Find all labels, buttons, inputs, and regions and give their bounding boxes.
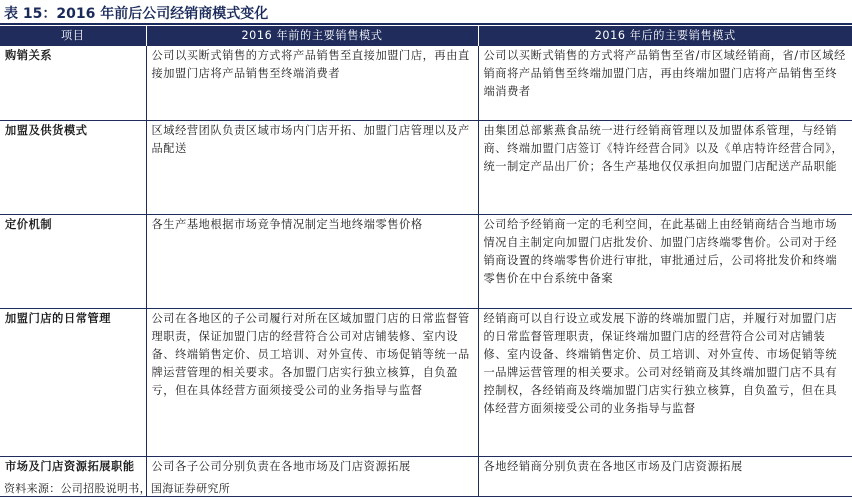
table-title: 表 15：2016 年前后公司经销商模式变化 bbox=[4, 6, 269, 22]
cell-before: 公司在各地区的子公司履行对所在区域加盟门店的日常监督管理职责，保证加盟门店的经营符合公司对店铺装修、室内设备、终端销售定价、员工培训、对外宣传、市场促销等统一品牌运营管理的相关要求。各加盟门店实行独立核算，自负盈亏，但在具体经营方面须接受公司的业务指导与监督 bbox=[146, 308, 478, 456]
title-rule bbox=[0, 23, 852, 25]
header-item: 项目 bbox=[0, 26, 146, 46]
cell-before: 公司各子公司分别负责在各地市场及门店资源拓展 bbox=[146, 456, 478, 496]
cell-after: 各地经销商分别负责在各地区市场及门店资源拓展 bbox=[478, 456, 852, 496]
table-row bbox=[0, 46, 852, 120]
row-label: 定价机制 bbox=[0, 214, 146, 308]
header-before-2016: 2016 年前的主要销售模式 bbox=[146, 26, 478, 46]
cell-before: 公司以买断式销售的方式将产品销售至直接加盟门店，再由直接加盟门店将产品销售至终端消费者 bbox=[146, 46, 478, 120]
row-label: 市场及门店资源拓展职能 bbox=[0, 456, 146, 496]
row-label: 购销关系 bbox=[5, 49, 53, 62]
cell-before: 各生产基地根据市场竞争情况制定当地终端零售价格 bbox=[146, 214, 478, 308]
cell-after: 公司以买断式销售的方式将产品销售至省/市区域经销商，省/市区域经销商将产品销售至终端加盟门店，再由终端加盟门店将产品销售至终端消费者 bbox=[478, 46, 852, 120]
row-label: 加盟及供货模式 bbox=[0, 120, 146, 214]
table-row bbox=[0, 308, 852, 456]
table-row bbox=[0, 120, 852, 214]
table-row bbox=[0, 214, 852, 308]
header-row bbox=[0, 26, 852, 46]
cell-before: 区域经营团队负责区域市场内门店开拓、加盟门店管理以及产品配送 bbox=[146, 120, 478, 214]
row-label: 加盟门店的日常管理 bbox=[0, 308, 146, 456]
cell-after: 经销商可以自行设立或发展下游的终端加盟门店，并履行对加盟门店的日常监督管理职责，保证终端加盟门店的经营符合公司对店铺装修、室内设备、终端销售定价、员工培训、对外宣传、市场促销等统一品牌运营管理的相关要求。公司对经销商及其终端加盟门店不具有控制权，各经销商及终端加盟门店实行独立核算，自负盈亏，但在具体经营方面须接受公司的业务指导与监督 bbox=[478, 308, 852, 456]
cell-after: 由集团总部紫燕食品统一进行经销商管理以及加盟体系管理，与经销商、终端加盟门店签订《特许经营合同》以及《单店特许经营合同》，统一制定产品出厂价；各生产基地仅仅承担向加盟门店配送产品职能 bbox=[478, 120, 852, 214]
cell-after: 公司给予经销商一定的毛利空间，在此基础上由经销商结合当地市场情况自主制定向加盟门店批发价、加盟门店终端零售价。公司对于经销商设置的终端零售价进行审批，审批通过后，公司将批发价和终端零售价在中台系统中备案 bbox=[478, 214, 852, 308]
header-after-2016: 2016 年后的主要销售模式 bbox=[478, 26, 852, 46]
comparison-table bbox=[0, 26, 852, 497]
source-note: 资料来源：公司招股说明书，国海证券研究所 bbox=[4, 482, 230, 495]
